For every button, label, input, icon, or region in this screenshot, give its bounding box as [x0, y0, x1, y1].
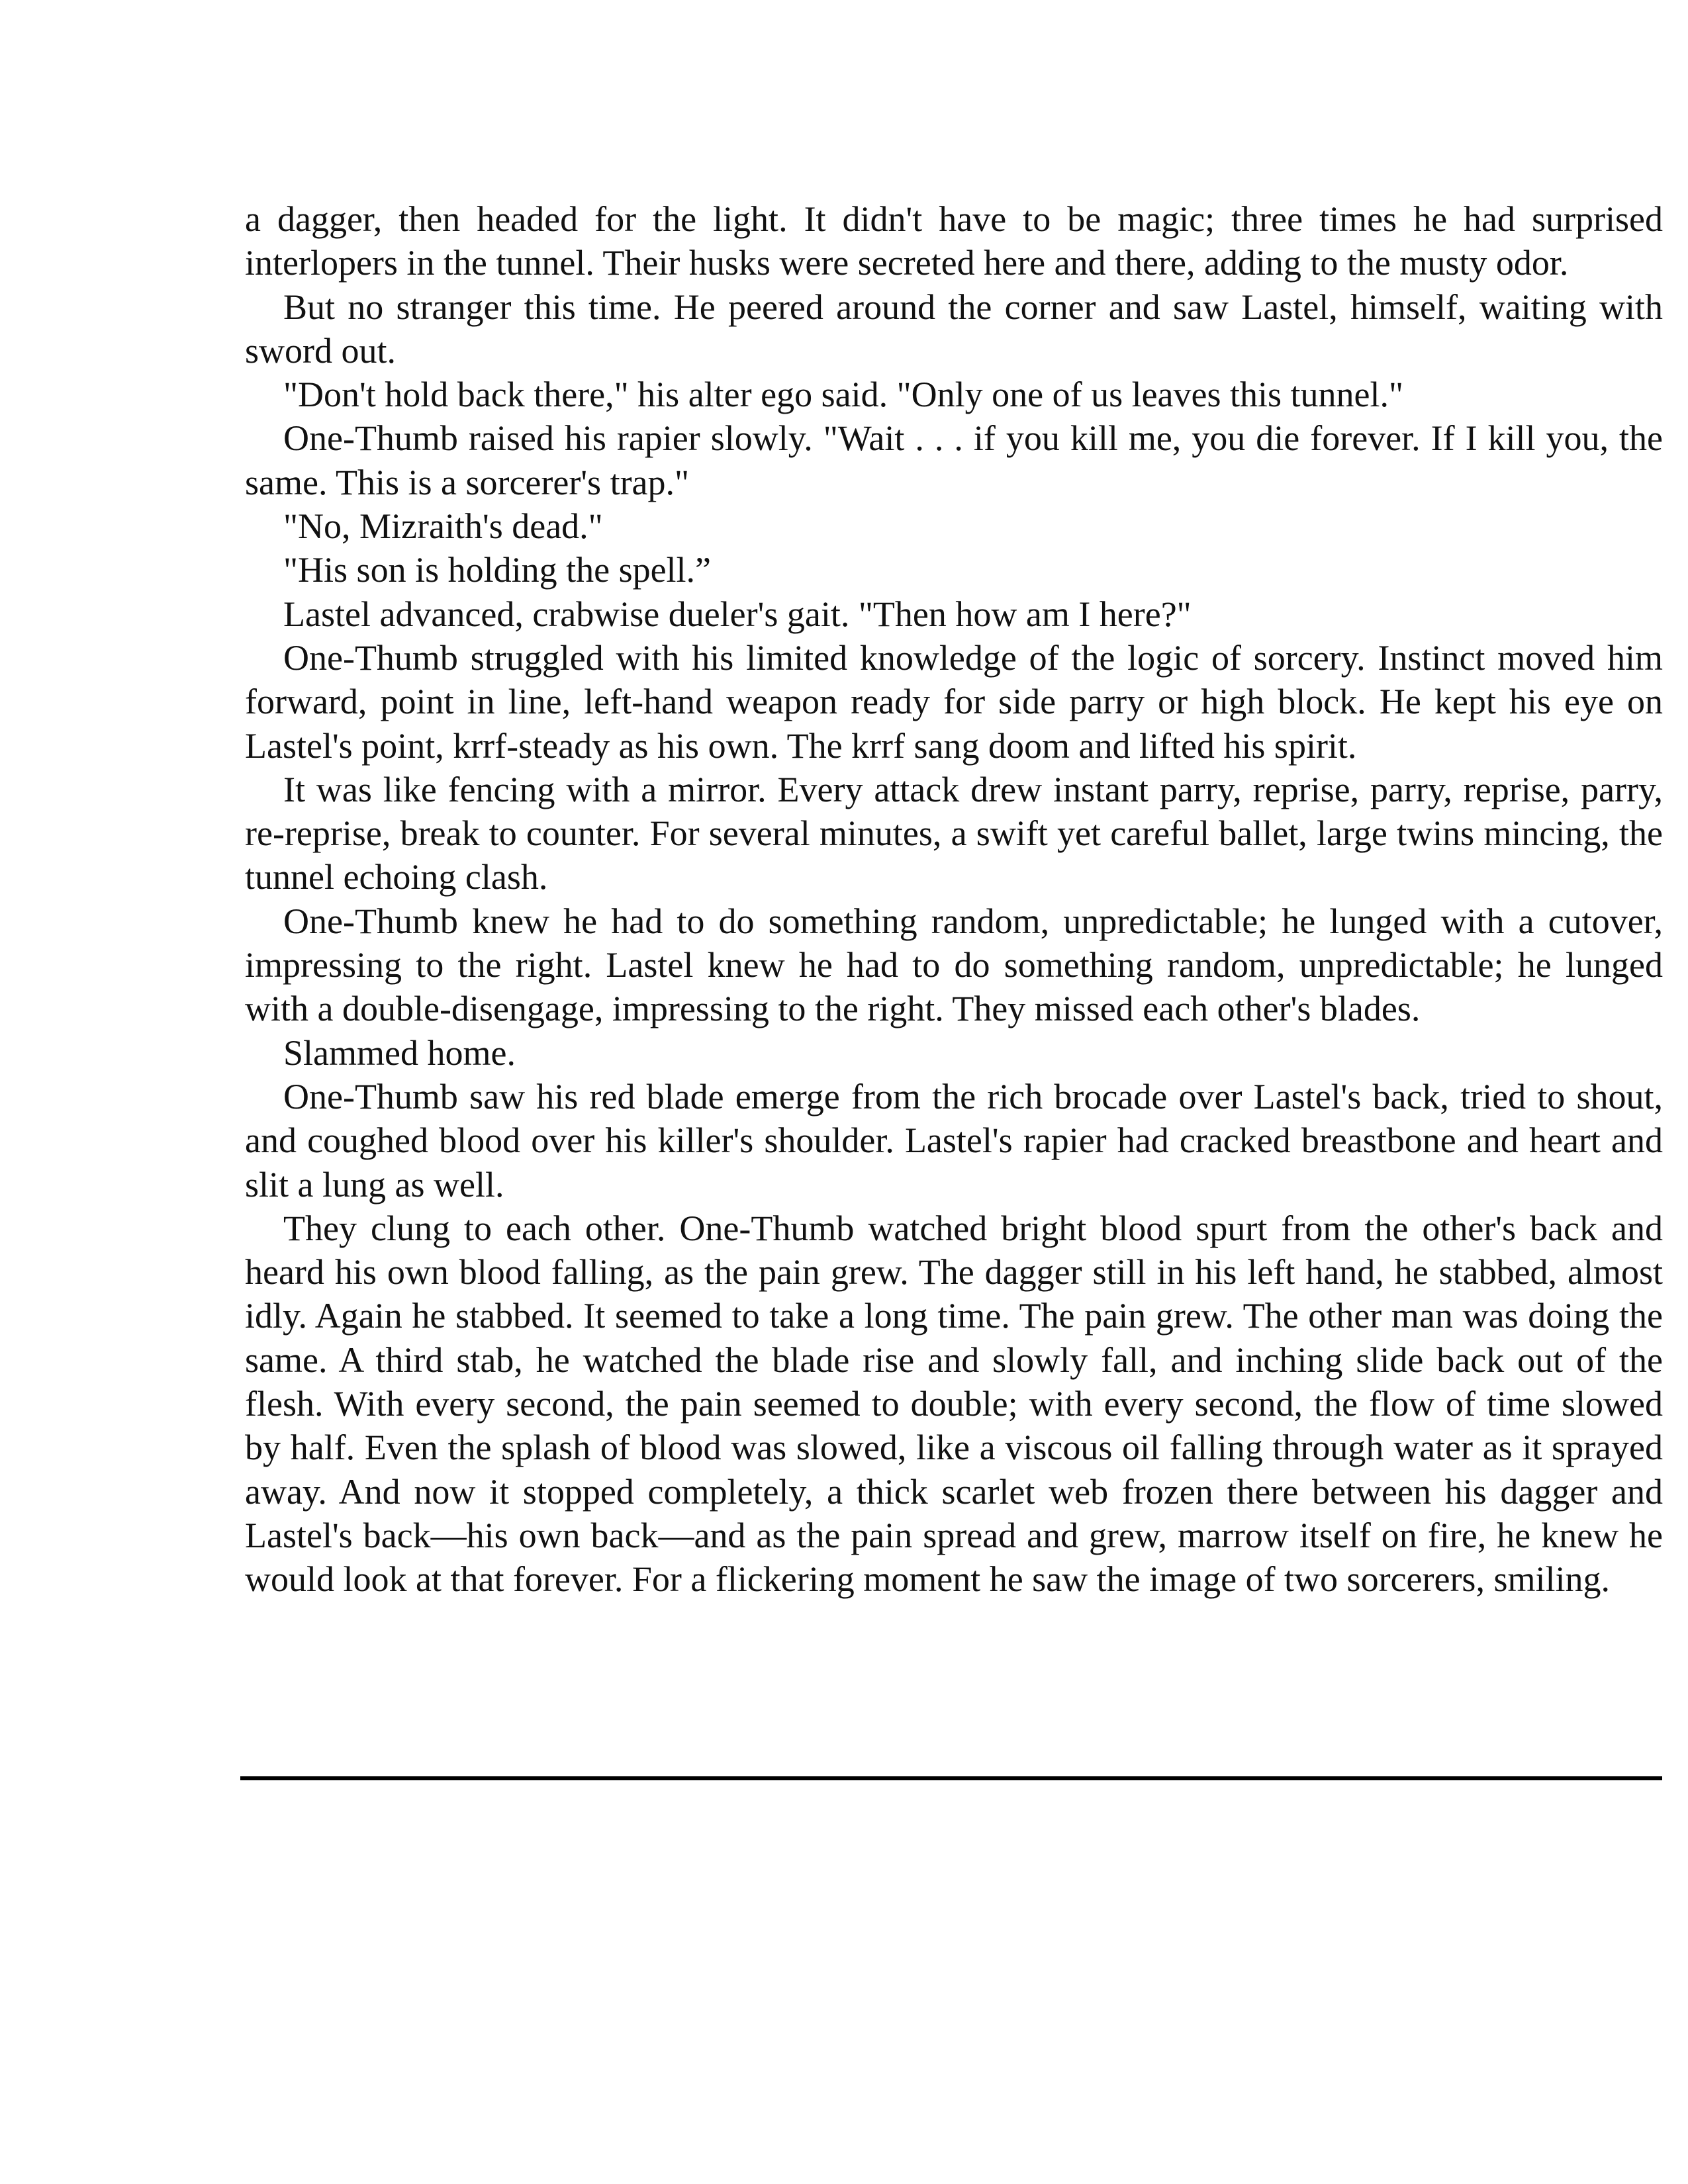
paragraph: One-Thumb knew he had to do something random, unpredictable; he lunged with a cutover, impressing to the right. Lastel knew he had to do something random, unpredictable; he lunged with a double-disengage, impressing to the right. They missed each other's blades.	[245, 901, 1663, 1029]
paragraph: "No, Mizraith's dead."	[283, 506, 603, 547]
paragraph: One-Thumb saw his red blade emerge from the rich brocade over Lastel's back, tried to shout, and coughed blood over his killer's shoulder. Lastel's rapier had cracked breastbone and heart and slit a lung as well.	[245, 1076, 1663, 1205]
paragraph: Slammed home.	[283, 1032, 516, 1073]
paragraph: One-Thumb raised his rapier slowly. "Wait . . . if you kill me, you die forever. If I kill you, the same. This is a sorcerer's trap."	[245, 418, 1663, 502]
paragraph: Lastel advanced, crabwise dueler's gait. "Then how am I here?"	[283, 594, 1192, 634]
paragraph: They clung to each other. One-Thumb watched bright blood spurt from the other's back and heard his own blood falling, as the pain grew. The dagger still in his left hand, he stabbed, almost idly. Again he stabbed. It seemed to take a long time. The pain grew. The other man was doing the same. A third stab, he watched the blade rise and slowly fall, and inching slide back out of the flesh. With every second, the pain seemed to double; with every second, the flow of time slowed by half. Even the splash of blood was slowed, like a viscous oil falling through water as it sprayed away. And now it stopped completely, a thick scarlet web frozen there between his dagger and Lastel's back—his own back—and as the pain spread and grew, marrow itself on fire, he knew he would look at that forever. For a flickering moment he saw the image of two sorcerers, smiling.	[245, 1208, 1663, 1600]
paragraph: One-Thumb struggled with his limited knowledge of the logic of sorcery. Instinct moved him forward, point in line, left-hand weapon ready for side parry or high block. He kept his eye on Lastel's point, krrf-steady as his own. The krrf sang doom and lifted his spirit.	[245, 637, 1663, 766]
paragraph: It was like fencing with a mirror. Every attack drew instant parry, reprise, parry, reprise, parry, re-reprise, break to counter. For several minutes, a swift yet careful ballet, large twins mincing, the tunnel echoing clash.	[245, 769, 1663, 897]
paragraph: But no stranger this time. He peered around the corner and saw Lastel, himself, waiting with sword out.	[245, 287, 1663, 371]
section-divider-rule	[240, 1776, 1662, 1780]
story-text	[245, 197, 1663, 1602]
paragraph: "Don't hold back there," his alter ego said. "Only one of us leaves this tunnel."	[283, 375, 1404, 415]
paragraph: "His son is holding the spell.”	[283, 550, 712, 590]
paragraph: a dagger, then headed for the light. It didn't have to be magic; three times he had surprised interlopers in the tunnel. Their husks were secreted here and there, adding to the musty odor.	[245, 199, 1663, 283]
